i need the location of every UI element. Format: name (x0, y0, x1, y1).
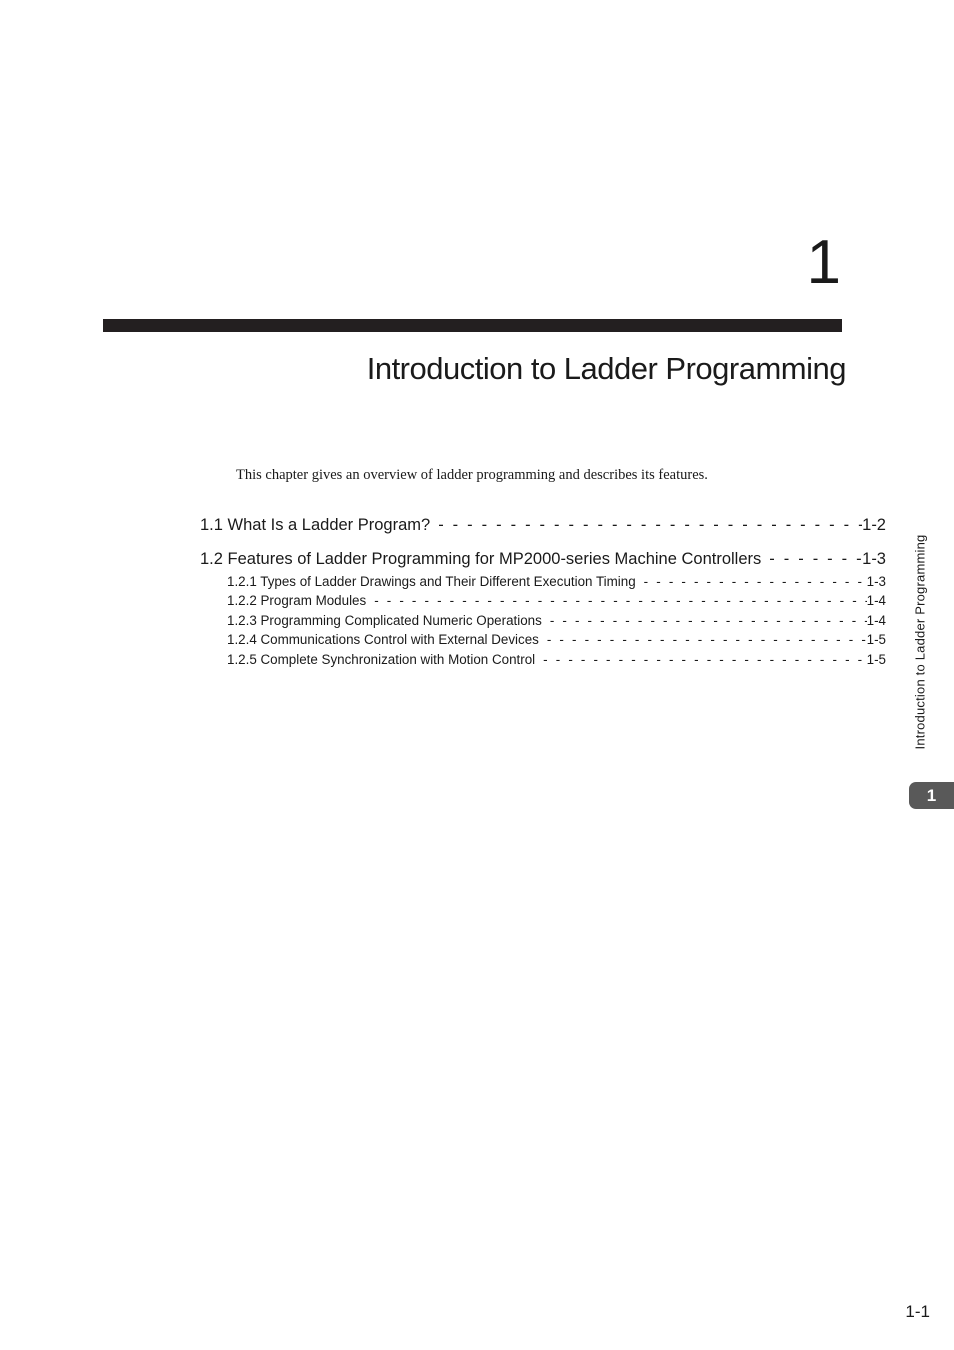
toc-entry-1-2[interactable] (200, 546, 886, 572)
chapter-rule (103, 319, 842, 332)
toc-entry-page: 1-4 (866, 612, 886, 628)
toc-leader (535, 650, 866, 669)
toc-entry-text: 1.2.1 Types of Ladder Drawings and Their Different Execution Timing (227, 574, 636, 589)
toc-leader (430, 512, 862, 538)
toc-entry-1-1[interactable] (200, 512, 886, 538)
toc-entry-page: 1-3 (862, 550, 886, 568)
toc-entry-1-2-4[interactable] (200, 630, 886, 649)
toc-entry-page: 1-5 (866, 632, 886, 648)
toc-leader (539, 630, 867, 649)
chapter-badge: 1 (909, 782, 954, 809)
toc-entry-1-2-1[interactable] (200, 572, 886, 591)
toc-leader (636, 572, 867, 591)
toc-entry-page: 1-2 (862, 516, 886, 534)
chapter-number: 1 (806, 228, 841, 297)
toc-entry-page: 1-5 (866, 651, 886, 667)
chapter-intro: This chapter gives an overview of ladder programming and describes its features. (236, 467, 708, 483)
toc-entry-1-2-2[interactable] (200, 591, 886, 610)
page-number: 1-1 (905, 1302, 930, 1321)
toc-entry-text: 1.2.5 Complete Synchronization with Motion Control (227, 651, 536, 667)
toc-entry-text: 1.2.4 Communications Control with External Devices (227, 632, 539, 648)
toc-entry-text: 1.2 Features of Ladder Programming for MP2000-series Machine Controllers (200, 550, 762, 568)
toc-leader (542, 611, 867, 630)
toc-entry-text: 1.1 What Is a Ladder Program? (200, 516, 431, 534)
table-of-contents (200, 512, 886, 669)
side-tab-label: Introduction to Ladder Programming (912, 534, 928, 750)
toc-leader (366, 591, 866, 610)
toc-entry-1-2-5[interactable] (200, 650, 886, 669)
toc-entry-1-2-3[interactable] (200, 611, 886, 630)
toc-entry-text: 1.2.3 Programming Complicated Numeric Operations (227, 612, 542, 628)
chapter-title: Introduction to Ladder Programming (366, 351, 846, 386)
toc-entry-text: 1.2.2 Program Modules (227, 593, 367, 609)
toc-entry-page: 1-3 (866, 574, 886, 589)
toc-entry-page: 1-4 (866, 593, 886, 609)
toc-leader (761, 546, 862, 572)
